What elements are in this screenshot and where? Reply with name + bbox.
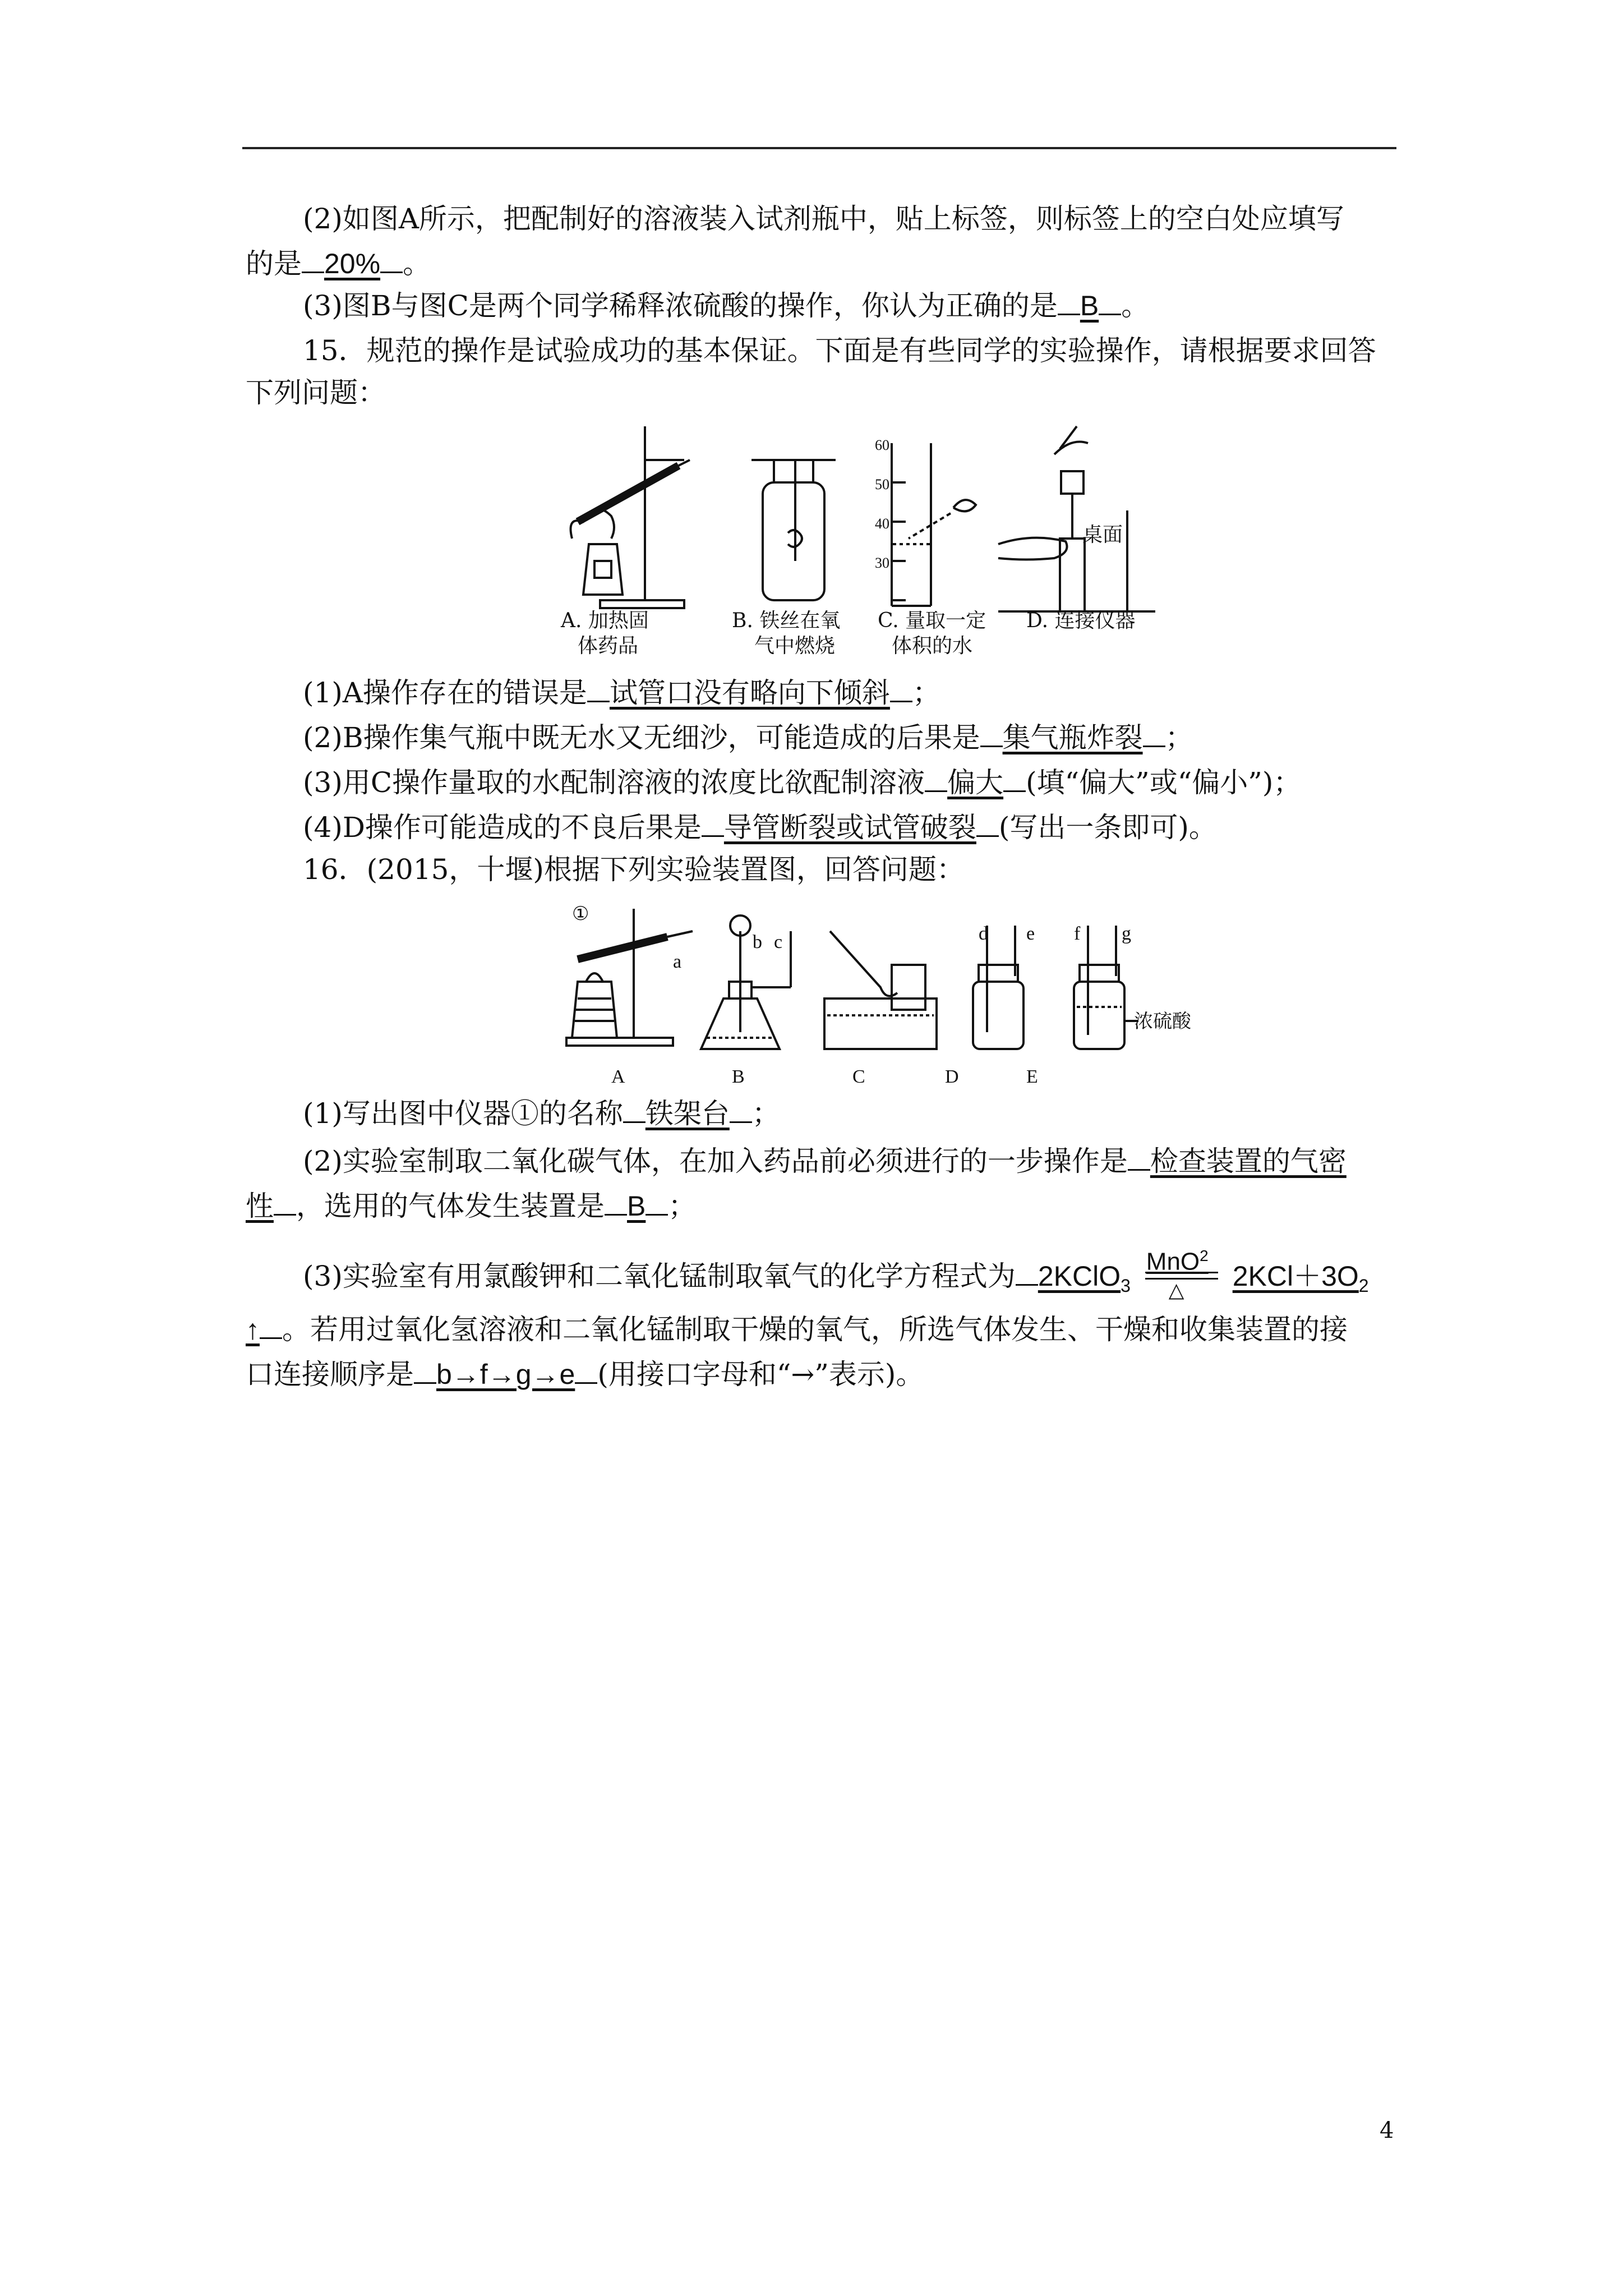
equation-lhs: 2KClO$_3$	[1038, 1260, 1131, 1296]
q16-p3-line2: ↑ 。若用过氧化氢溶液和二氧化锰制取干燥的氧气，所选气体发生、干燥和收集装置的接	[246, 1313, 1348, 1346]
label-f: f	[1074, 923, 1081, 944]
label-a: a	[673, 951, 682, 972]
answer-blank: 导管断裂或试管破裂	[723, 812, 976, 843]
answer-blank: 铁架台	[645, 1098, 730, 1129]
q16-p2-line1: (2)实验室制取二氧化碳气体，在加入药品前必须进行的一步操作是 检查装置的气密	[303, 1145, 1347, 1177]
answer-blank: 集气瓶炸裂	[1002, 722, 1143, 753]
q14-p2-line2: 的是 20% 。	[246, 247, 431, 280]
answer-blank: b→f→g→e	[436, 1359, 575, 1390]
fig-caption-d1: D. 连接仪器	[1026, 609, 1136, 632]
label-c: c	[774, 932, 783, 953]
answer-blank: 偏大	[947, 767, 1004, 798]
q15-p3: (3)用C操作量取的水配制溶液的浓度比欲配制溶液 偏大 (填“偏大”或“偏小”)；	[303, 766, 1302, 799]
label-circ1: ①	[572, 904, 589, 924]
q15-p4: (4)D操作可能造成的不良后果是 导管断裂或试管破裂 (写出一条即可)。	[303, 811, 1217, 844]
q16-stem: 16．(2015，十堰)根据下列实验装置图，回答问题：	[303, 853, 965, 886]
label-B: B	[732, 1066, 745, 1087]
label-A: A	[611, 1066, 625, 1087]
tick-50: 50	[875, 476, 889, 493]
reaction-condition: $\frac{MnO^2}{\triangle}$	[1140, 1262, 1224, 1295]
q16-p1: (1)写出图中仪器①的名称 铁架台 ；	[303, 1097, 780, 1130]
gas-arrow: ↑	[246, 1314, 260, 1345]
fig-caption-a1: A. 加热固	[561, 609, 649, 632]
label-E: E	[1026, 1066, 1038, 1087]
desk-label: 桌面	[1082, 523, 1123, 546]
q14-p2-line1: (2)如图A所示，把配制好的溶液装入试剂瓶中，贴上标签，则标签上的空白处应填写	[303, 203, 1344, 235]
q15-stem-line1: 15．规范的操作是试验成功的基本保证。下面是有些同学的实验操作，请根据要求回答	[303, 334, 1376, 367]
fig-caption-b2: 气中燃烧	[754, 634, 836, 657]
fig-caption-a2: 体药品	[578, 634, 639, 657]
label-b: b	[753, 932, 762, 953]
label-D: D	[945, 1066, 959, 1087]
answer-blank: 20%	[324, 248, 381, 279]
label-acid: 浓硫酸	[1134, 1010, 1191, 1033]
equation-rhs: $2KCl+3O_2$	[1232, 1260, 1369, 1296]
answer-blank: 性	[246, 1190, 274, 1222]
answer-blank: B	[1080, 290, 1099, 321]
q16-p3-line3: 口连接顺序是 b→f→g→e (用接口字母和“→”表示)。	[246, 1358, 924, 1391]
fig-caption-c2: 体积的水	[892, 634, 973, 657]
header-rule	[242, 147, 1396, 149]
label-g: g	[1122, 923, 1131, 944]
q16-figure	[555, 898, 1191, 1088]
label-d: d	[979, 923, 988, 944]
fig-caption-b1: B. 铁丝在氧	[732, 609, 841, 632]
answer-blank: 试管口没有略向下倾斜	[609, 677, 890, 708]
q16-p3-line1: (3)实验室有用氯酸钾和二氧化锰制取氧气的化学方程式为 2KClO$_3$ $\frac{MnO^2}{\triangle}$ $2KCl+3O_2$	[303, 1247, 1369, 1302]
q14-p3-line: (3)图B与图C是两个同学稀释浓硫酸的操作，你认为正确的是 B 。	[303, 289, 1150, 322]
q15-p1: (1)A操作存在的错误是 试管口没有略向下倾斜 ；	[303, 677, 940, 709]
q15-p2: (2)B操作集气瓶中既无水又无细沙，可能造成的后果是 集气瓶炸裂 ；	[303, 721, 1193, 754]
tick-40: 40	[875, 516, 889, 532]
fig-caption-c1: C. 量取一定	[878, 609, 986, 632]
label-e: e	[1026, 923, 1035, 944]
label-C: C	[852, 1066, 865, 1087]
tick-60: 60	[875, 437, 889, 453]
q16-p2-line2: 性 ，选用的气体发生装置是 B ；	[246, 1190, 697, 1222]
answer-blank: B	[627, 1190, 646, 1222]
q15-stem-line2: 下列问题：	[246, 376, 386, 409]
page-number: 4	[1380, 2118, 1394, 2143]
answer-blank: 检查装置的气密	[1150, 1145, 1347, 1177]
tick-30: 30	[875, 555, 889, 571]
